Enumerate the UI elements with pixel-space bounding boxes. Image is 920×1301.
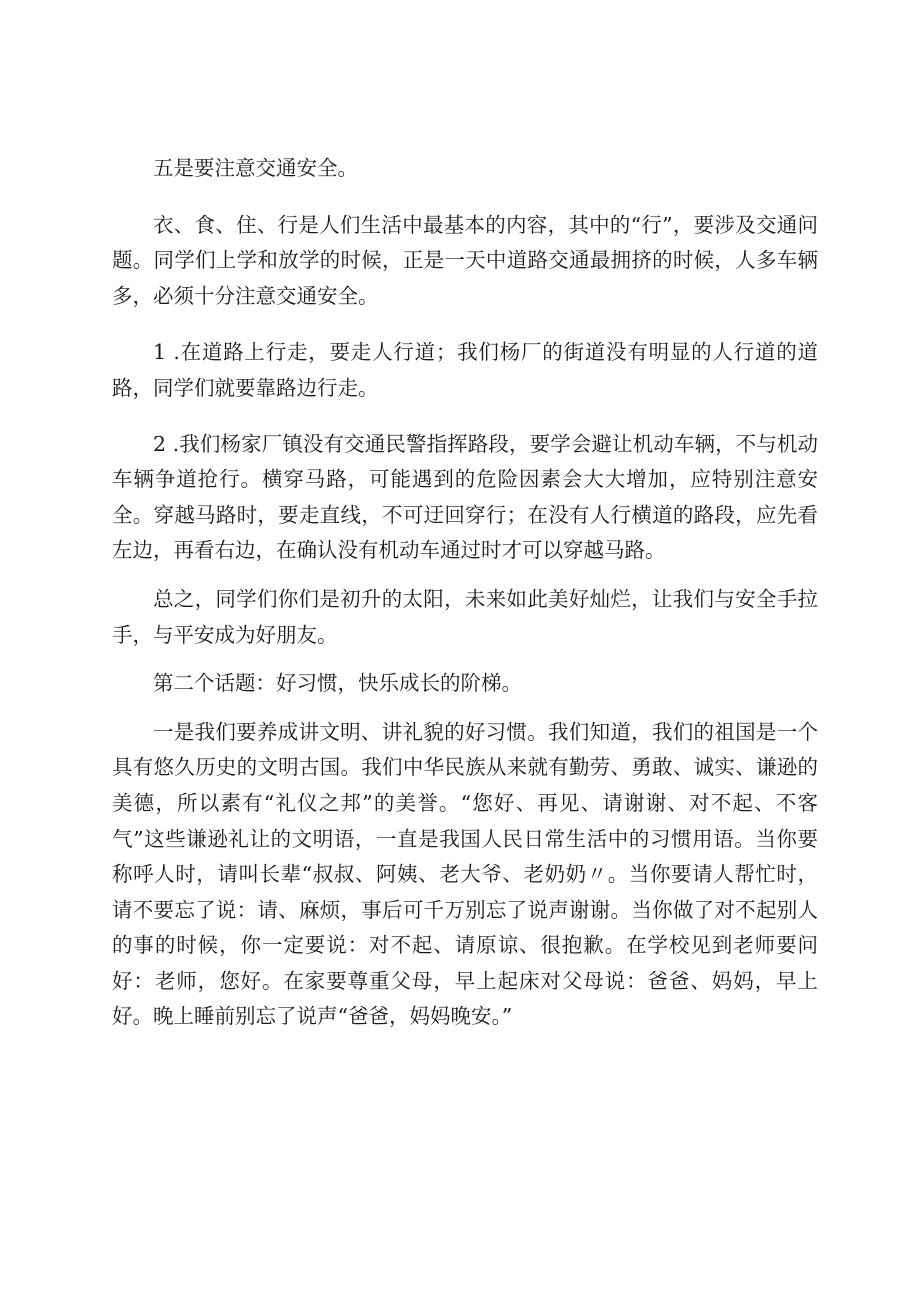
paragraph-traffic-intro: 衣、食、住、行是人们生活中最基本的内容，其中的“行”，要涉及交通问题。同学们上学和放学的时候，正是一天中道路交通最拥挤的时候，人多车辆多，必须十分注意交通安全。	[112, 212, 818, 308]
paragraph-rule-two: 2 .我们杨家厂镇没有交通民警指挥路段，要学会避让机动车辆，不与机动车辆争道抢行。横穿马路，可能遇到的危险因素会大大增加，应特别注意安全。穿越马路时，要走直线，不可迂回穿行；在没有人行横道的路段，应先看左边，再看右边，在确认没有机动车通过时才可以穿越马路。	[112, 431, 818, 563]
paragraph-section-five-heading: 五是要注意交通安全。	[153, 156, 358, 180]
paragraph-conclusion: 总之，同学们你们是初升的太阳，未来如此美好灿烂，让我们与安全手拉手，与平安成为好朋友。	[112, 586, 818, 647]
paragraph-rule-one: 1 .在道路上行走，要走人行道；我们杨厂的街道没有明显的人行道的道路，同学们就要靠路边行走。	[112, 340, 818, 400]
document-body	[112, 151, 818, 1035]
paragraph-topic-two-heading: 第二个话题：好习惯，快乐成长的阶梯。	[153, 671, 522, 696]
paragraph-manners-habit: 一是我们要养成讲文明、讲礼貌的好习惯。我们知道，我们的祖国是一个具有悠久历史的文明古国。我们中华民族从来就有勤劳、勇敢、诚实、谦逊的美德，所以素有“礼仪之邦”的美誉。“您好、再见、请谢谢、对不起、不客气”这些谦逊礼让的文明语，一直是我国人民日常生活中的习惯用语。当你要称呼人时，请叫长辈“叔叔、阿姨、老大爷、老奶奶〃。当你要请人帮忙时，请不要忘了说：请、麻烦，事后可千万别忘了说声谢谢。当你做了对不起别人的事的时候，你一定要说：对不起、请原谅、很抱歉。在学校见到老师要问好：老师，您好。在家要尊重父母，早上起床对父母说：爸爸、妈妈，早上好。晚上睡前别忘了说声“爸爸，妈妈晚安。”	[112, 719, 818, 1029]
